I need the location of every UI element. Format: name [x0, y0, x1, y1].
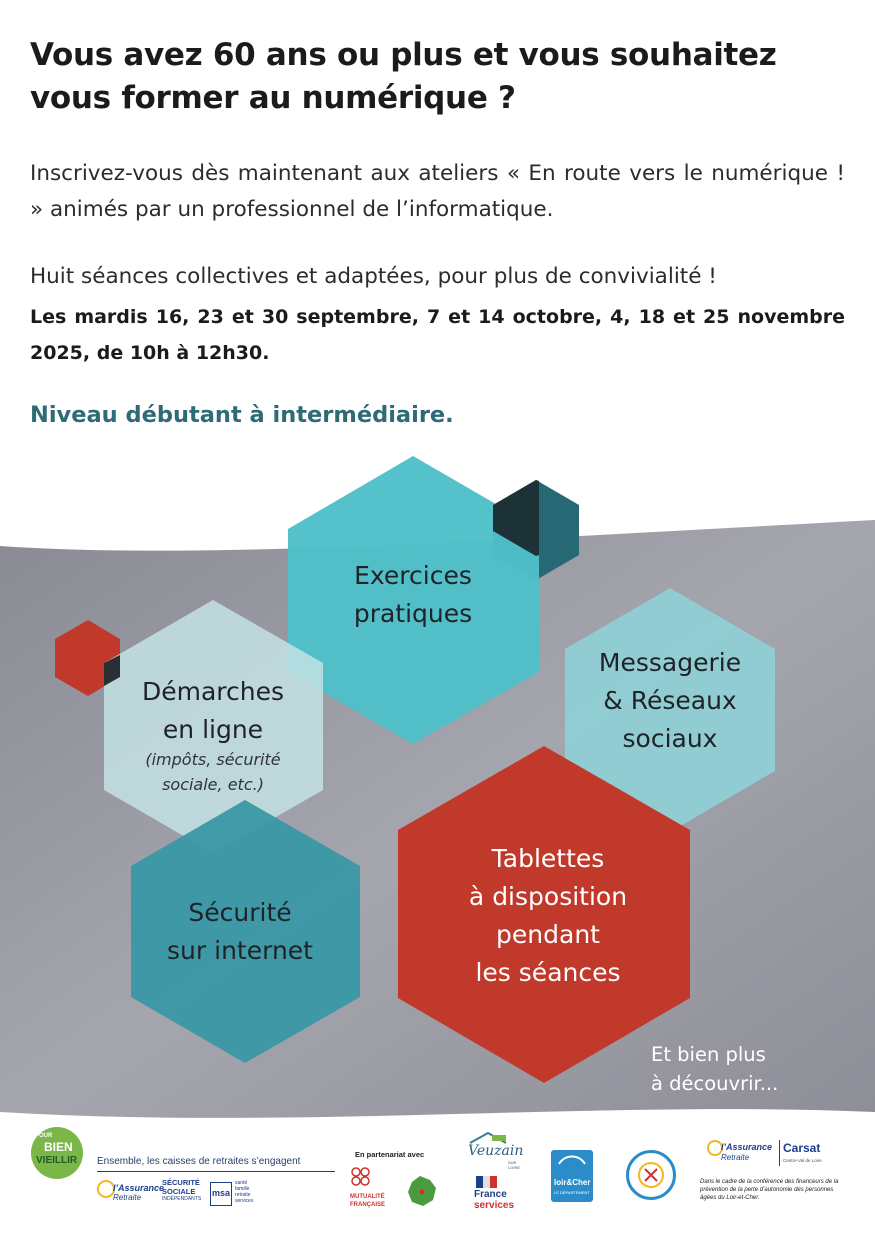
hex-demarches-note1: (impôts, sécurité: [145, 750, 281, 769]
hex-tablettes-line4: les séances: [475, 958, 621, 987]
hex-tablettes-line1: Tablettes: [491, 844, 605, 873]
mutualite-logo: [350, 1166, 450, 1216]
hex-demarches-line1: Démarches: [141, 677, 285, 706]
mutualite-l2: FRANÇAISE: [350, 1202, 386, 1208]
session-dates: Les mardis 16, 23 et 30 septembre, 7 et 14 octobre, 4, 18 et 25 novembre 2025, de 10h à 12h30.: [30, 306, 845, 364]
msa-mark: msa: [210, 1182, 232, 1206]
lc-l2: LE DÉPARTEMENT: [554, 1190, 590, 1195]
hex-messagerie-label: [570, 644, 770, 758]
hex-demarches-label: [113, 673, 313, 749]
pour-bien-vieillir-logo: [31, 1127, 83, 1179]
carsat-divider: [779, 1140, 780, 1166]
hex-securite-line2: sur internet: [167, 936, 313, 965]
veuzain-sub: SUR LOIRE: [508, 1160, 521, 1170]
loir-et-cher-logo: [551, 1150, 593, 1202]
headline: Vous avez 60 ans ou plus et vous souhaitez vous former au numérique ?: [30, 37, 777, 116]
msa-logo: [210, 1180, 260, 1206]
partenariat-label: En partenariat avec: [355, 1150, 425, 1159]
fs-l2: services: [474, 1200, 515, 1211]
hex-exercices-line2: pratiques: [353, 599, 473, 628]
msa-l2: famille: [235, 1186, 250, 1192]
msa-l4: services: [235, 1198, 254, 1204]
carsat-name: Carsat: [783, 1141, 821, 1155]
loir-wave-icon: [551, 1150, 593, 1174]
assurance-retraite-logo: [97, 1178, 165, 1206]
securite-sociale-logo: [162, 1178, 202, 1206]
mutualite-circles-icon: [350, 1166, 372, 1192]
more-line1: Et bien plus: [651, 1043, 766, 1066]
france-services-logo: [474, 1174, 524, 1214]
hex-tablettes-label: [428, 840, 668, 992]
veuzain-name: Veuzain: [468, 1143, 524, 1159]
carsat-sub: Centre-Val de Loire: [783, 1158, 822, 1163]
msa-l3: retraite: [235, 1192, 251, 1198]
conference-star-icon: [629, 1153, 673, 1197]
footer-logos: [0, 1118, 875, 1241]
pbv-l1: POUR: [35, 1133, 53, 1139]
hex-messagerie-line1: Messagerie: [598, 648, 742, 677]
mutualite-l1: MUTUALITÉ: [350, 1194, 385, 1200]
more-to-discover: [651, 1040, 778, 1098]
level-label: Niveau débutant à intermédiaire.: [30, 402, 454, 428]
engagement-text: Ensemble, les caisses de retraites s’engagent: [97, 1156, 301, 1167]
conference-financeurs-logo: [626, 1150, 676, 1200]
hex-securite-line1: Sécurité: [188, 898, 292, 927]
pbv-l2: BIEN: [44, 1140, 73, 1154]
engagement-line: [97, 1171, 335, 1172]
carsat-ar1: l’Assurance: [721, 1142, 773, 1152]
hex-tablettes-line3: pendant: [496, 920, 600, 949]
hex-tablettes-line2: à disposition: [468, 882, 628, 911]
carsat-ar2: Retraite: [721, 1153, 750, 1162]
hex-messagerie-line3: sociaux: [622, 724, 718, 753]
veuzain-logo: [468, 1130, 524, 1170]
hex-exercices-line1: Exercices: [354, 561, 472, 590]
ss-l2: SOCIALE: [162, 1187, 196, 1196]
hex-exercices-label: [313, 557, 513, 633]
ar-l2: Retraite: [113, 1193, 142, 1202]
marianne-icon: [474, 1175, 500, 1189]
ss-l1: SÉCURITÉ: [162, 1178, 200, 1187]
ss-l3: INDÉPENDANTS: [162, 1196, 202, 1202]
hex-demarches-note: [113, 747, 313, 797]
more-line2: à découvrir...: [651, 1072, 779, 1095]
pbv-l3: VIEILLIR: [36, 1155, 78, 1166]
intro-text: Inscrivez-vous dès maintenant aux ateliers « En route vers le numérique ! » animés par un professionnel de l’informatique.: [30, 161, 845, 222]
france-map-icon: [406, 1174, 438, 1208]
hex-demarches-line2: en ligne: [162, 715, 264, 744]
hex-demarches-note2: sociale, etc.): [162, 775, 264, 794]
ar-l1: l’Assurance: [113, 1183, 165, 1193]
sessions-lead: Huit séances collectives et adaptées, pour plus de convivialité !: [30, 264, 717, 289]
lc-l1: loir&Cher: [554, 1178, 591, 1187]
carsat-logo: [707, 1138, 847, 1172]
conference-note: Dans le cadre de la conférence des financeurs de la prévention de la perte d’autonomie des personnes âgées du Loir-et-Cher.: [700, 1179, 839, 1201]
fs-l1: France: [474, 1189, 507, 1200]
hex-messagerie-line2: & Réseaux: [603, 686, 737, 715]
msa-l1: santé: [235, 1180, 248, 1186]
hex-securite-label: [135, 894, 345, 970]
